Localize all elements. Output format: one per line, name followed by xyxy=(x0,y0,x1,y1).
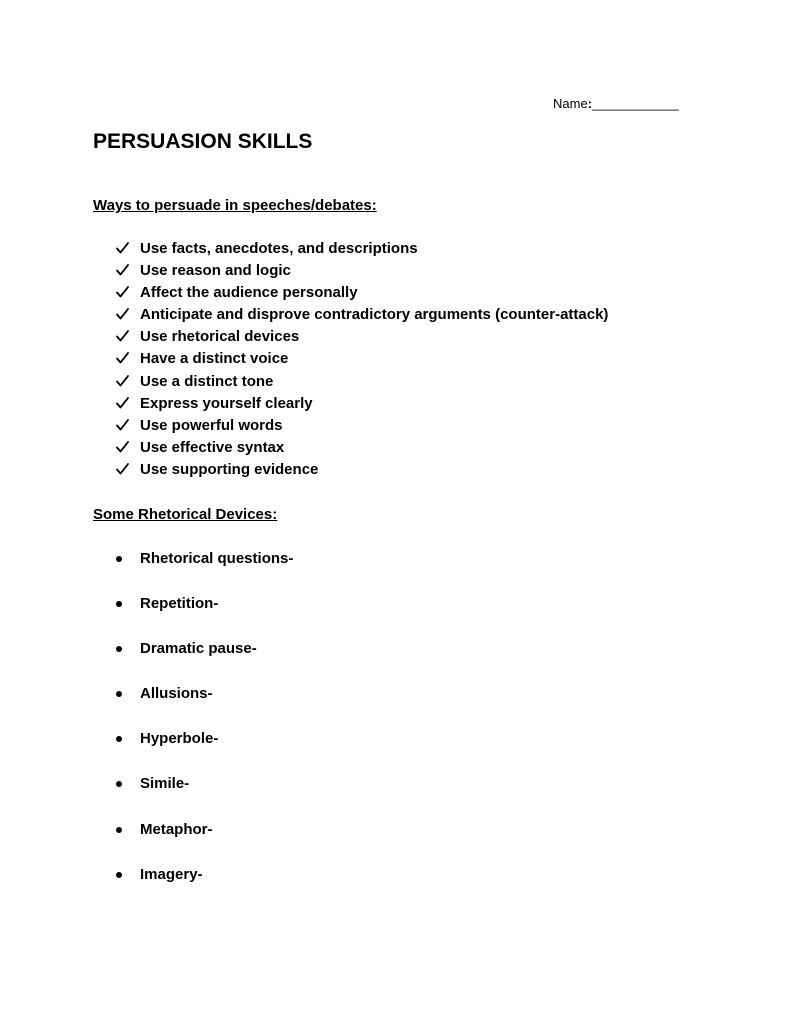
checkmark-icon xyxy=(116,304,132,326)
device-item-text: Repetition- xyxy=(140,595,219,613)
bullet-icon xyxy=(116,781,122,787)
device-item-text: Imagery- xyxy=(140,865,203,883)
checkmark-icon xyxy=(116,282,132,304)
bullet-icon xyxy=(116,736,122,742)
checklist-item-text: Express yourself clearly xyxy=(140,394,313,412)
device-item-text: Allusions- xyxy=(140,685,213,703)
bullet-icon xyxy=(116,691,122,697)
device-item-text: Hyperbole- xyxy=(140,730,219,748)
checklist-item-text: Use supporting evidence xyxy=(140,460,319,478)
checkmark-icon xyxy=(116,393,132,415)
bullet-icon xyxy=(116,827,122,833)
checklist-item-text: Use facts, anecdotes, and descriptions xyxy=(140,240,418,257)
device-item-text: Simile- xyxy=(140,775,190,793)
checkmark-icon xyxy=(116,260,132,282)
name-colon: : xyxy=(587,96,593,111)
device-item-text: Dramatic pause- xyxy=(140,640,257,658)
checkmark-icon xyxy=(116,326,132,348)
checklist-item-text: Affect the audience personally xyxy=(140,284,358,302)
device-item-text: Metaphor- xyxy=(140,820,213,838)
device-item-text: Rhetorical questions- xyxy=(140,550,294,567)
checklist-item-text: Use rhetorical devices xyxy=(140,328,300,346)
checklist-item-text: Use reason and logic xyxy=(140,262,291,280)
bullet-icon xyxy=(116,556,122,562)
name-blank-line: ____________ xyxy=(592,96,679,111)
checkmark-icon xyxy=(116,371,132,393)
ways-section-heading: Ways to persuade in speeches/debates: xyxy=(93,197,377,214)
checklist-item-text: Have a distinct voice xyxy=(140,350,289,368)
checklist-item-text: Use effective syntax xyxy=(140,438,285,456)
checkmark-icon xyxy=(116,437,132,459)
checkmark-icon xyxy=(116,459,132,481)
devices-section-heading: Some Rhetorical Devices: xyxy=(93,506,278,523)
bullet-icon xyxy=(116,601,122,607)
checklist-item-text: Use powerful words xyxy=(140,416,283,434)
checklist-item-text: Anticipate and disprove contradictory arguments (counter-attack) xyxy=(140,306,609,324)
page-title: PERSUASION SKILLS xyxy=(93,130,313,153)
bullet-icon xyxy=(116,872,122,878)
name-field xyxy=(553,95,679,113)
name-label: Name xyxy=(553,96,588,111)
checkmark-icon xyxy=(116,415,132,437)
checkmark-icon xyxy=(116,348,132,370)
bullet-icon xyxy=(116,646,122,652)
checklist-item-text: Use a distinct tone xyxy=(140,372,274,390)
checkmark-icon xyxy=(116,238,132,260)
